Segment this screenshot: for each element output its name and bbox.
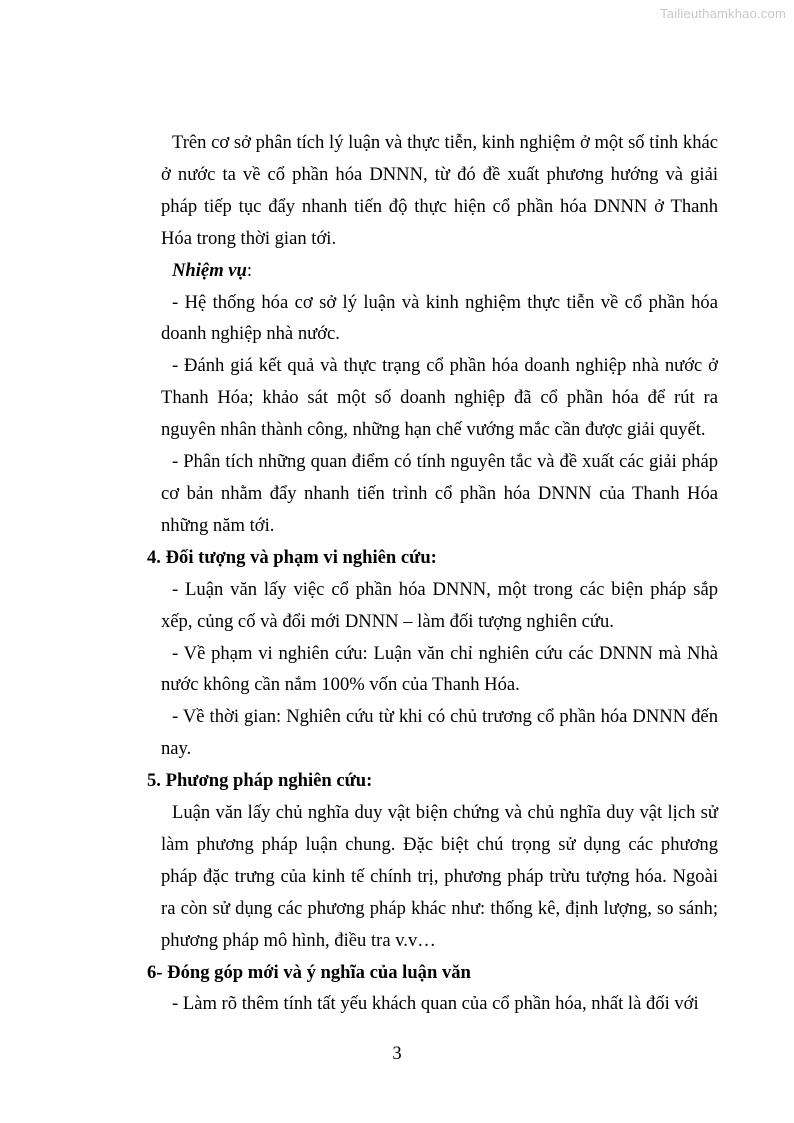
section-4-item-2: - Về phạm vi nghiên cứu: Luận văn chỉ nghiên cứu các DNNN mà Nhà nước không cần nắm 100% vốn của Thanh Hóa. — [161, 642, 718, 696]
page-number: 3 — [392, 1043, 402, 1064]
section-4-item-1: - Luận văn lấy việc cổ phần hóa DNNN, một trong các biện pháp sắp xếp, củng cố và đổi mới DNNN – làm đối tượng nghiên cứu. — [161, 578, 718, 632]
task-label: Nhiệm vụ — [172, 259, 247, 281]
task-item-1: - Hệ thống hóa cơ sở lý luận và kinh nghiệm thực tiễn về cổ phần hóa doanh nghiệp nhà nước. — [161, 291, 718, 345]
watermark: Tailieuthamkhao.com — [660, 6, 786, 21]
section-heading-5: 5. Phương pháp nghiên cứu: — [147, 770, 373, 792]
task-label-colon: : — [246, 259, 253, 281]
section-5-paragraph: Luận văn lấy chủ nghĩa duy vật biện chứng và chủ nghĩa duy vật lịch sử làm phương pháp luận chung. Đặc biệt chú trọng sử dụng các phương pháp đặc trưng của kinh tế chính trị, phương pháp trừu tượng hóa. Ngoài ra còn sử dụng các phương pháp khác như: thống kê, định lượng, so sánh; phương pháp mô hình, điều tra v.v… — [161, 802, 718, 951]
task-item-3: - Phân tích những quan điểm có tính nguyên tắc và đề xuất các giải pháp cơ bản nhằm đẩy nhanh tiến trình cổ phần hóa DNNN của Thanh Hóa những năm tới. — [161, 451, 718, 536]
task-label-line — [161, 255, 718, 287]
document-body — [147, 127, 718, 1020]
section-6-item-1: - Làm rõ thêm tính tất yếu khách quan của cổ phần hóa, nhất là đối với — [172, 993, 699, 1015]
task-item-2: - Đánh giá kết quả và thực trạng cổ phần hóa doanh nghiệp nhà nước ở Thanh Hóa; khảo sát một số doanh nghiệp đã cổ phần hóa để rút ra nguyên nhân thành công, những hạn chế vướng mắc cần được giải quyết. — [161, 355, 718, 441]
section-heading-6: 6- Đóng góp mới và ý nghĩa của luận văn — [147, 961, 471, 983]
section-4-item-3: - Về thời gian: Nghiên cứu từ khi có chủ trương cổ phần hóa DNNN đến nay. — [161, 706, 718, 760]
paragraph-purpose: Trên cơ sở phân tích lý luận và thực tiễn, kinh nghiệm ở một số tỉnh khác ở nước ta về cổ phần hóa DNNN, từ đó đề xuất phương hướng và giải pháp tiếp tục đẩy nhanh tiến độ thực hiện cổ phần hóa DNNN ở Thanh Hóa trong thời gian tới. — [161, 132, 718, 249]
section-heading-4: 4. Đối tượng và phạm vi nghiên cứu: — [147, 546, 437, 568]
